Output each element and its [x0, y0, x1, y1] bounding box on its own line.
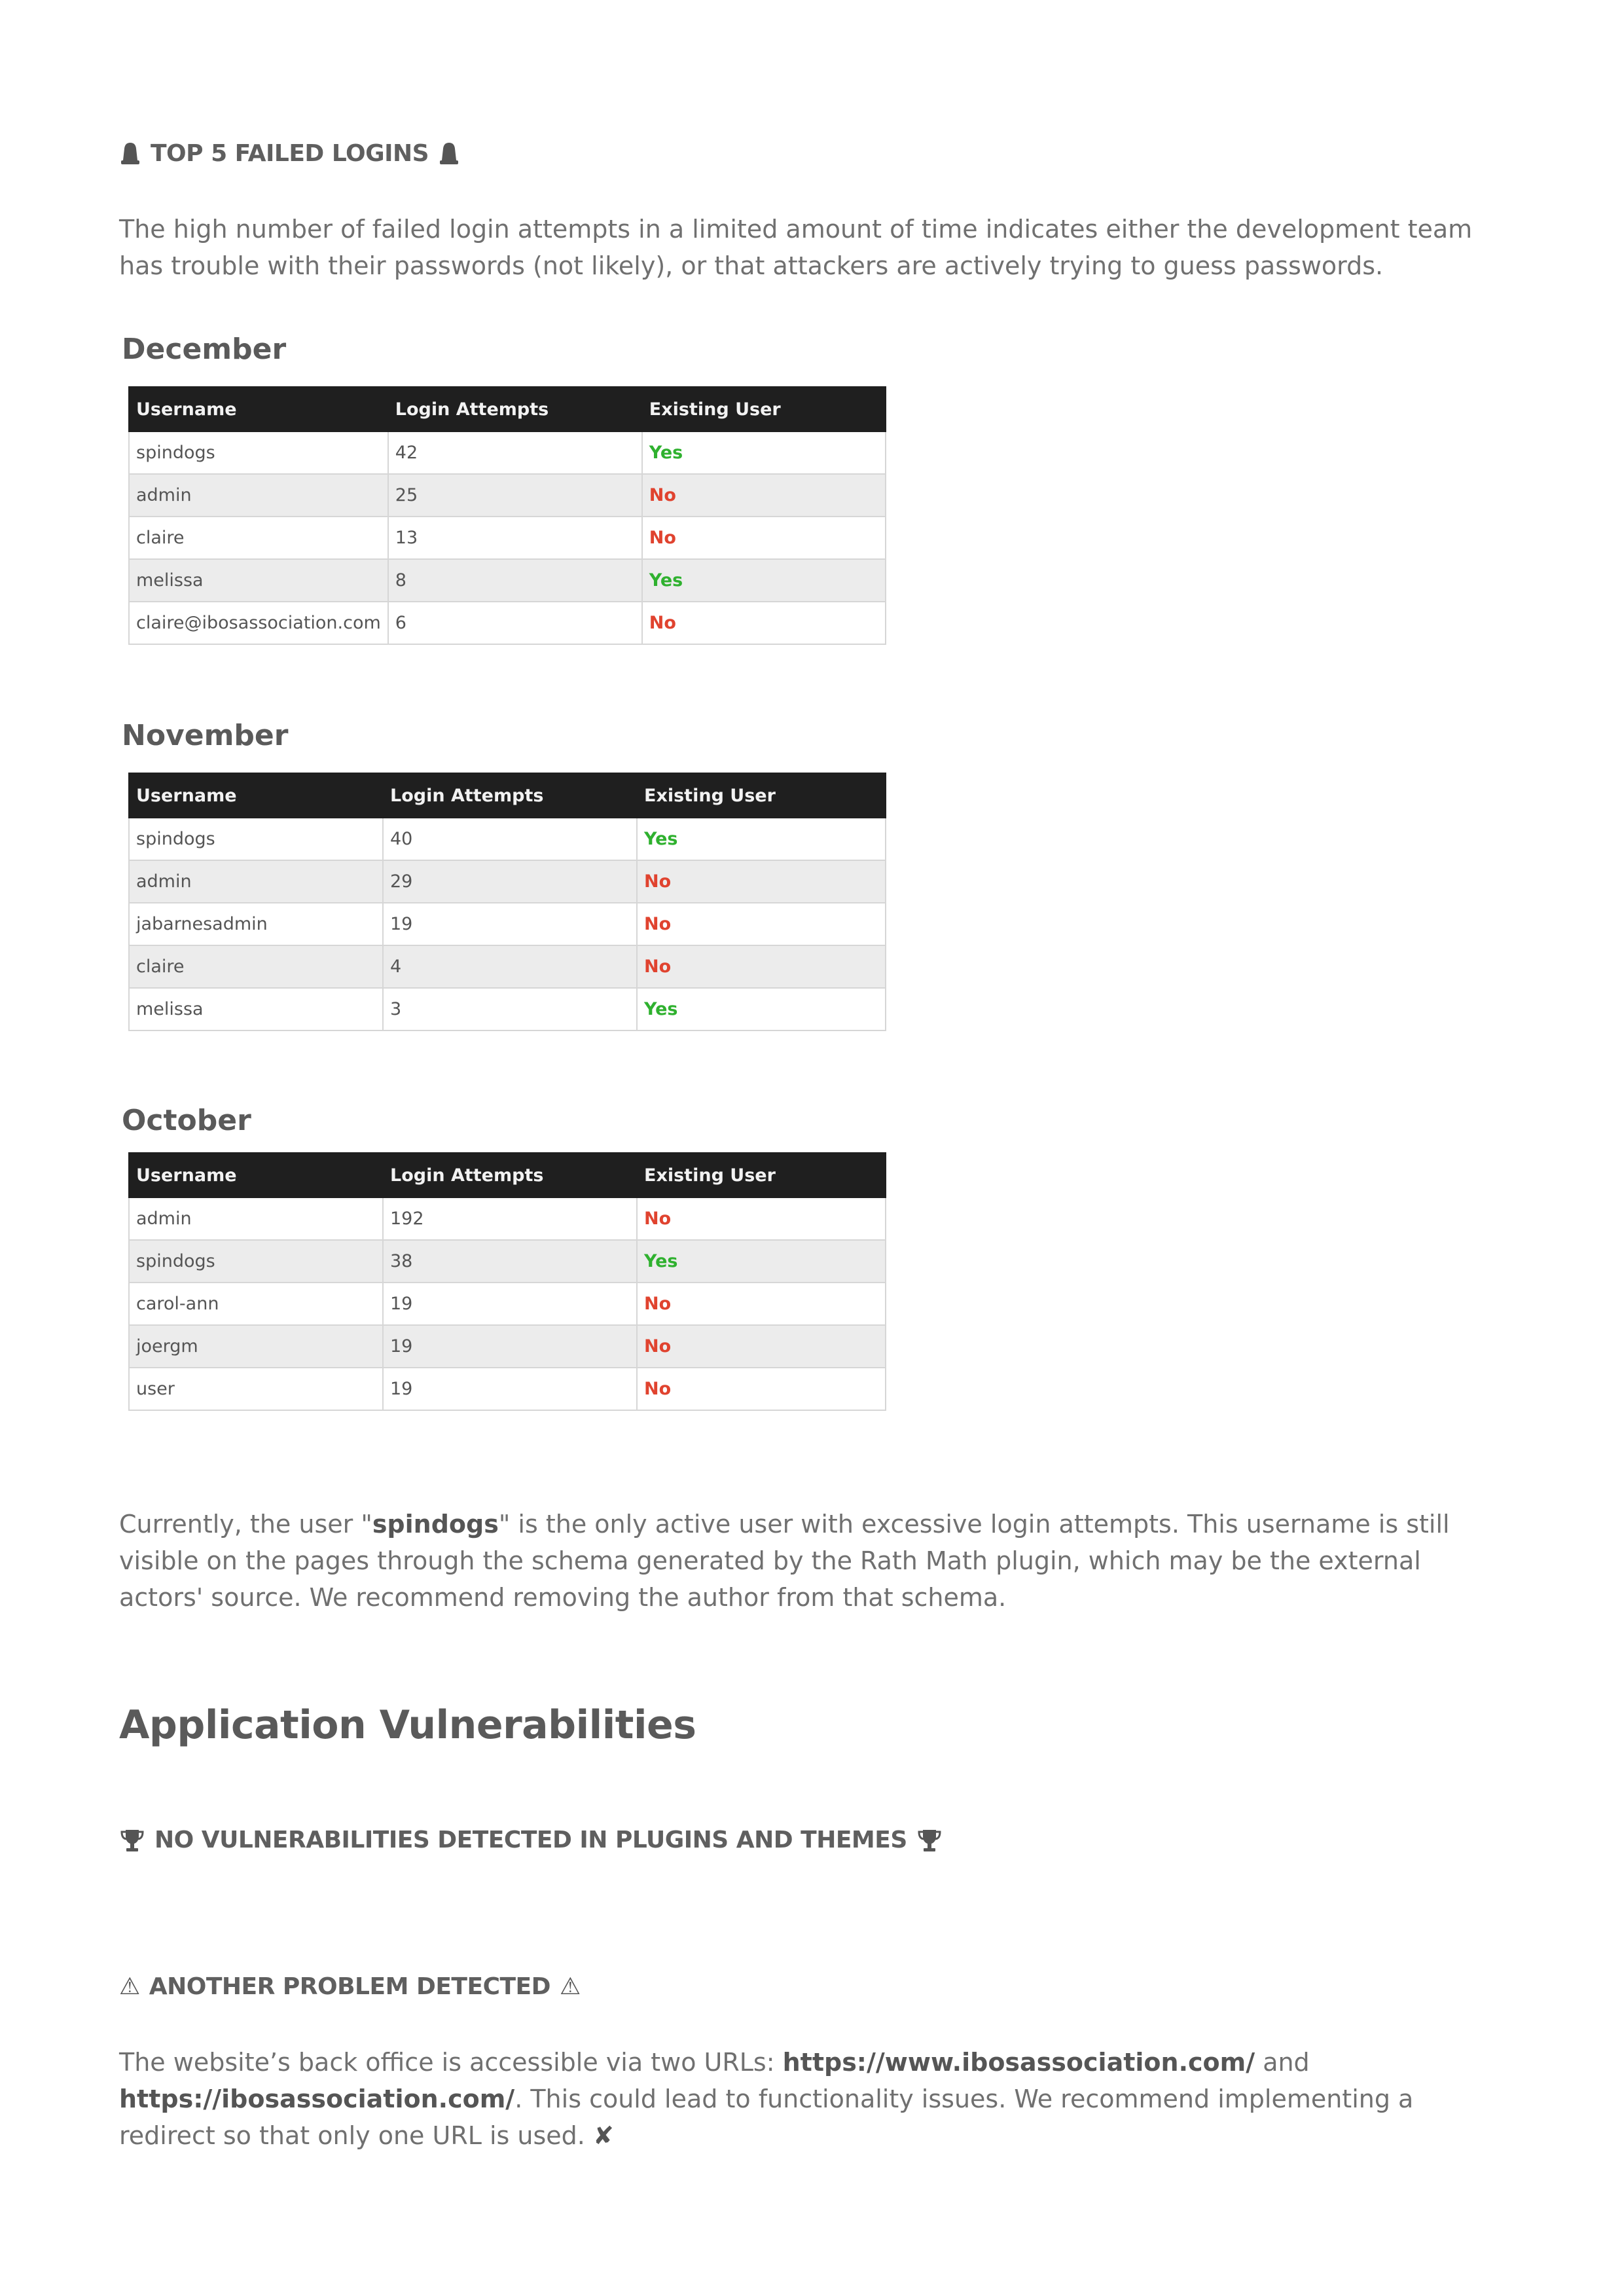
app-vulnerabilities-title: Application Vulnerabilities [119, 1702, 696, 1748]
table-header-row [129, 387, 886, 431]
attempts-cell: 38 [383, 1240, 637, 1283]
table-row [129, 860, 886, 903]
username-cell: spindogs [129, 431, 388, 474]
existing-user-cell: Yes [637, 988, 886, 1030]
no-vulnerabilities-heading [119, 1827, 943, 1853]
october-logins-table [128, 1152, 886, 1411]
username-cell: user [129, 1368, 383, 1410]
month-title-december: December [122, 333, 287, 366]
another-problem-heading [119, 1973, 581, 2000]
url-bare: https://ibosassociation.com/ [119, 2085, 515, 2113]
bell-icon [438, 141, 460, 167]
table-header-row [129, 773, 886, 818]
column-header-username: Username [129, 1153, 383, 1197]
bell-icon [119, 141, 141, 167]
url-www: https://www.ibosassociation.com/ [782, 2048, 1255, 2077]
warning-icon: ⚠ [560, 1973, 581, 2000]
existing-user-cell: Yes [637, 1240, 886, 1283]
table-row [129, 1325, 886, 1368]
trophy-icon [916, 1827, 943, 1853]
table-row [129, 431, 886, 474]
month-title-november: November [122, 719, 289, 752]
table-row [129, 602, 886, 644]
no-vulnerabilities-heading-text: NO VULNERABILITIES DETECTED IN PLUGINS AND THEMES [154, 1827, 907, 1853]
existing-user-cell: No [637, 903, 886, 945]
attempts-cell: 19 [383, 1325, 637, 1368]
table-row [129, 903, 886, 945]
column-header-existing-user: Existing User [637, 1153, 886, 1197]
table-header-row [129, 1153, 886, 1197]
column-header-login-attempts: Login Attempts [383, 773, 637, 818]
existing-user-cell: No [637, 860, 886, 903]
column-header-username: Username [129, 773, 383, 818]
failed-logins-intro: The high number of failed login attempts in a limited amount of time indicates either the development team has trouble with their passwords (not likely), or that attackers are actively trying to guess passwords. [119, 215, 1473, 280]
table-row [129, 945, 886, 988]
attempts-cell: 19 [383, 1368, 637, 1410]
summary-text-after: " is the only active user with excessive login attempts. This username is still visible on the pages through the schema generated by the Rath Math plugin, which may be the external actors' source. We recommend removing the author from that schema. [119, 1510, 1450, 1612]
table-row [129, 1240, 886, 1283]
table-row [129, 1197, 886, 1240]
attempts-cell: 42 [388, 431, 642, 474]
username-cell: joergm [129, 1325, 383, 1368]
username-cell: admin [129, 1197, 383, 1240]
month-title-october: October [122, 1104, 251, 1137]
attempts-cell: 3 [383, 988, 637, 1030]
summary-username: spindogs [372, 1510, 499, 1539]
username-cell: melissa [129, 559, 388, 602]
existing-user-cell: No [642, 602, 886, 644]
column-header-existing-user: Existing User [637, 773, 886, 818]
table-row [129, 474, 886, 517]
december-logins-table [128, 386, 886, 645]
table-row [129, 988, 886, 1030]
table-row [129, 559, 886, 602]
username-cell: carol-ann [129, 1283, 383, 1325]
username-cell: claire [129, 517, 388, 559]
problem-text-part-2: and [1255, 2048, 1310, 2077]
attempts-cell: 40 [383, 818, 637, 860]
username-cell: spindogs [129, 1240, 383, 1283]
existing-user-cell: Yes [637, 818, 886, 860]
column-header-existing-user: Existing User [642, 387, 886, 431]
existing-user-cell: No [637, 1368, 886, 1410]
username-cell: claire [129, 945, 383, 988]
attempts-cell: 19 [383, 903, 637, 945]
problem-text-part-1: The website’s back office is accessible via two URLs: [119, 2048, 783, 2077]
another-problem-text [119, 2044, 1507, 2154]
existing-user-cell: Yes [642, 431, 886, 474]
username-cell: spindogs [129, 818, 383, 860]
column-header-login-attempts: Login Attempts [383, 1153, 637, 1197]
existing-user-cell: No [637, 945, 886, 988]
username-cell: melissa [129, 988, 383, 1030]
existing-user-cell: Yes [642, 559, 886, 602]
existing-user-cell: No [637, 1197, 886, 1240]
problem-text-part-3: . This could lead to functionality issues. We recommend implementing a redirect so that only one URL is used. [119, 2085, 1414, 2150]
existing-user-cell: No [637, 1325, 886, 1368]
table-row [129, 1368, 886, 1410]
attempts-cell: 13 [388, 517, 642, 559]
attempts-cell: 25 [388, 474, 642, 517]
username-cell: claire@ibosassociation.com [129, 602, 388, 644]
attempts-cell: 6 [388, 602, 642, 644]
table-row [129, 1283, 886, 1325]
existing-user-cell: No [637, 1283, 886, 1325]
summary-text-before: Currently, the user " [119, 1510, 372, 1539]
existing-user-cell: No [642, 474, 886, 517]
failed-logins-heading [119, 140, 460, 167]
november-logins-table [128, 773, 886, 1031]
username-cell: jabarnesadmin [129, 903, 383, 945]
username-cell: admin [129, 860, 383, 903]
column-header-login-attempts: Login Attempts [388, 387, 642, 431]
attempts-cell: 8 [388, 559, 642, 602]
failed-logins-summary [119, 1506, 1507, 1616]
attempts-cell: 192 [383, 1197, 637, 1240]
another-problem-heading-text: ANOTHER PROBLEM DETECTED [149, 1973, 551, 2000]
trophy-icon [119, 1827, 145, 1853]
column-header-username: Username [129, 387, 388, 431]
attempts-cell: 4 [383, 945, 637, 988]
attempts-cell: 19 [383, 1283, 637, 1325]
warning-icon: ⚠ [119, 1973, 140, 2000]
table-row [129, 517, 886, 559]
existing-user-cell: No [642, 517, 886, 559]
username-cell: admin [129, 474, 388, 517]
cross-mark-icon: ✘ [592, 2121, 614, 2150]
table-row [129, 818, 886, 860]
failed-logins-heading-text: TOP 5 FAILED LOGINS [151, 140, 429, 167]
attempts-cell: 29 [383, 860, 637, 903]
